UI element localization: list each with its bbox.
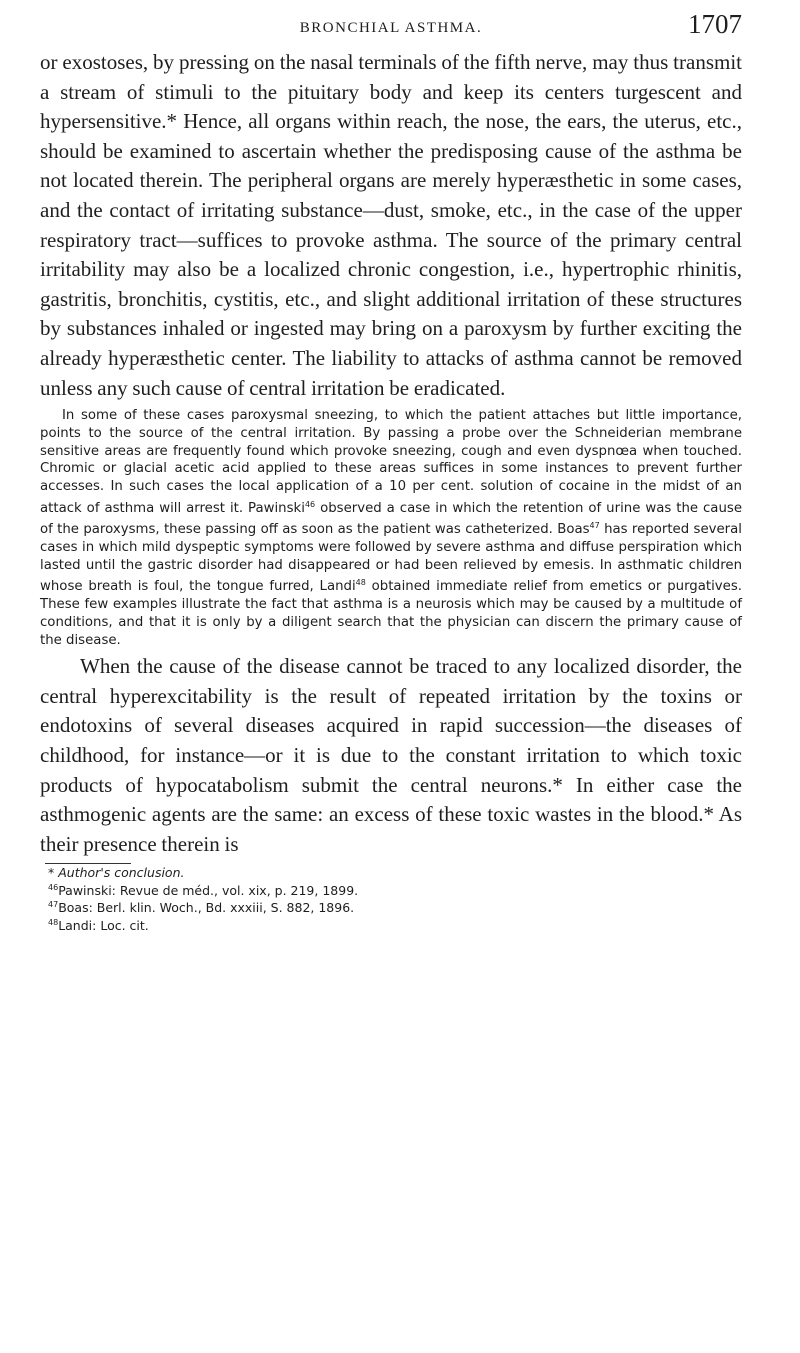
small-print-part-1: In some of these cases paroxysmal sneezing, to which the patient attaches but little importance, points to the source of the central irritation. By passing a probe over the Schneiderian membrane sensitive areas are frequently found which provoke sneezing, cough and even dyspnœa when touched. Chromic or glacial acetic acid applied to these areas suffices in some instances to prevent further accesses. In such cases the local application of a 10 per cent. solution of cocaine in the midst of an attack of asthma will arrest it. Pawinski xyxy=(40,408,742,516)
running-head: BRONCHIAL ASTHMA. xyxy=(299,20,483,36)
small-print-part-3: has reported several cases in which mild dyspeptic symptoms were followed by severe asthma and diffuse perspiration which lasted until the gastric disorder had disappeared or had been relieved by emesis. In asthmatic children whose breath is foul, the tongue furred, Landi xyxy=(40,522,742,595)
paragraph-main-1: or exostoses, by pressing on the nasal terminals of the fifth nerve, may thus transmit a stream of stimuli to the pituitary body and keep its centers turgescent and hypersensitive.* Hence, all organs within reach, the nose, the ears, the uterus, etc., should be examined to ascertain whether the predisposing cause of the asthma be not located therein. The peripheral organs are merely hyperæsthetic in some cases, and the contact of irritating substance—dust, smoke, etc., in the case of the upper respiratory tract—suffices to provoke asthma. The source of the primary central irritability may also be a localized chronic congestion, i.e., hypertrophic rhinitis, gastritis, bronchitis, cystitis, etc., and slight additional irritation of these structures by substances inhaled or ingested may bring on a paroxysm by further exciting the already hyperæsthetic center. The liability to attacks of asthma cannot be removed unless any such cause of central irritation be eradicated. xyxy=(40,50,742,400)
footnote-text: Landi: Loc. cit. xyxy=(58,917,149,933)
footnote-ref-48: 48 xyxy=(355,578,366,588)
footnote-46 xyxy=(48,881,742,899)
footnote-text: Author's conclusion. xyxy=(58,865,185,881)
footnote-mark: 47 xyxy=(48,900,59,910)
page-header xyxy=(40,6,742,46)
footnote-text: Pawinski: Revue de méd., vol. xix, p. 219, 1899. xyxy=(58,882,359,898)
footnote-ref-47: 47 xyxy=(589,521,600,531)
footnote-mark: 46 xyxy=(48,882,59,892)
footnotes xyxy=(40,866,742,933)
page-body xyxy=(40,48,742,933)
footnote-mark: 48 xyxy=(48,917,59,927)
footnote-rule xyxy=(45,863,131,864)
small-print-part-4: obtained immediate relief from emetics or purgatives. These few examples illustrate the fact that asthma is a neurosis which may be caused by a multitude of conditions, and that it is only by a diligent search that the physician can discern the primary cause of the disease. xyxy=(40,579,742,648)
footnote-author xyxy=(48,866,742,881)
page-number: 1707 xyxy=(688,9,742,39)
paragraph-main-2: When the cause of the disease cannot be traced to any localized disorder, the central hyperexcitability is the result of repeated irritation by the toxins or endotoxins of several diseases acquired in rapid succession—the diseases of childhood, for instance—or it is due to the constant irritation to which toxic products of hypocatabolism submit the central neurons.* In either case the asthmogenic agents are the same: an excess of these toxic wastes in the blood.* As their presence therein is xyxy=(40,654,742,856)
footnote-47 xyxy=(48,898,742,916)
paragraph-small-print xyxy=(40,407,742,649)
small-print-part-2: observed a case in which the retention of urine was the cause of the paroxysms, these passing off as soon as the patient was catheterized. Boas xyxy=(40,500,742,538)
footnote-ref-46: 46 xyxy=(304,499,316,509)
footnote-text: Boas: Berl. klin. Woch., Bd. xxxiii, S. 882, 1896. xyxy=(58,900,355,916)
footnote-48 xyxy=(48,916,742,934)
footnote-mark: * xyxy=(48,865,59,881)
